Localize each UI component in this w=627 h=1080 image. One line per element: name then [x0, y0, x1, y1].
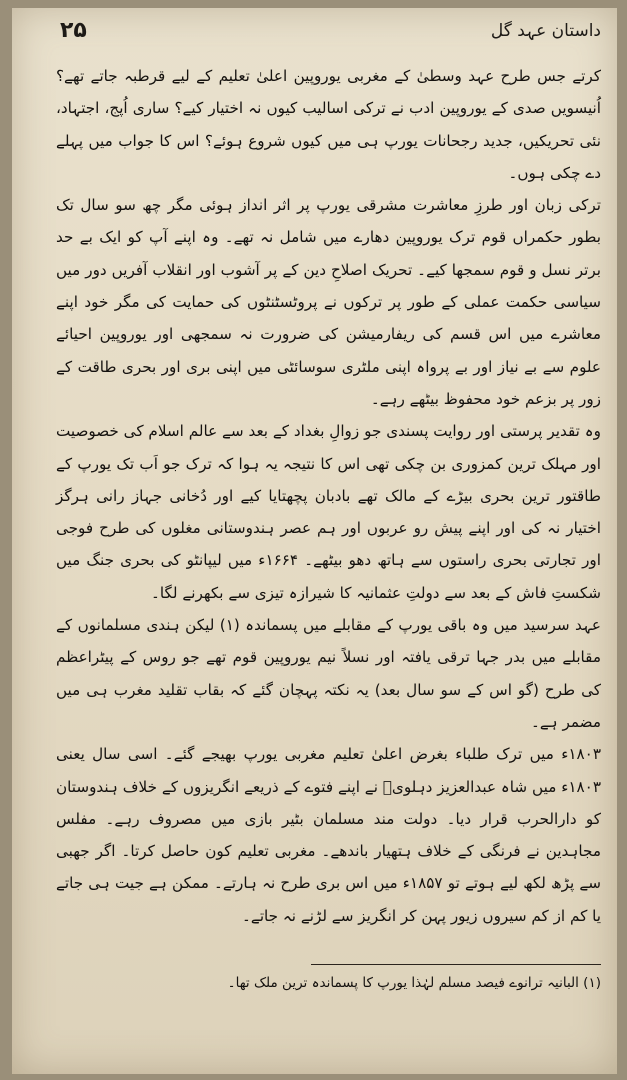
paragraph-2: ترکی زبان اور طرزِ معاشرت مشرقی یورپ پر اثر انداز ہوئی مگر چھ سو سال تک بطور حکمراں قوم ترک یوروپین دھارے میں شامل نہ تھے۔ وہ اپنے آپ کو ایک بے حد برتر نسل و قوم سمجھا کیے۔ تحریک اصلاحِ دین کے پر آشوب اور انقلاب آفریں دور میں سیاسی حکمت عملی کے طور پر ترکوں نے پروٹسٹنٹوں کی حمایت کی مگر خود اپنے معاشرے میں اس قسم کی ریفارمیشن کی ضرورت نہ سمجھی اور یوروپین احیائے علوم سے بے نیاز اور بے پرواہ اپنی ملٹری سوسائٹی میں اپنی بری اور بحری طاقت کے زور پر بزعم خود محفوظ بیٹھے رہے۔ [56, 196, 601, 408]
paragraph-5: ۱۸۰۳ء میں ترک طلباء بغرض اعلیٰ تعلیم مغربی یورپ بھیجے گئے۔ اسی سال یعنی ۱۸۰۳ء میں شاہ عبدالعزیز دہلویؒ نے اپنے فتوے کے ذریعے انگریزوں کے خلاف ہندوستان کو دارالحرب قرار دیا۔ دولت مند مسلمان بٹیر بازی میں مصروف رہے۔ مفلس مجاہدین نے فرنگی کے خلاف ہتھیار باندھے۔ مغربی تعلیم کون حاصل کرتا۔ اگر جھبی سے پڑھ لکھ لیے ہوتے تو ۱۸۵۷ء میں اس بری طرح نہ ہارتے۔ ممکن ہے جیت ہی جاتے یا کم از کم سیروں زیور پہن کر انگریز سے لڑنے نہ جاتے۔ [56, 745, 601, 925]
page-header [12, 18, 617, 54]
page-number: ۲۵ [60, 18, 87, 43]
footnote-divider [311, 964, 601, 965]
paragraph-1: کرتے جس طرح عہد وسطیٰ کے مغربی یوروپین اعلیٰ تعلیم کے لیے قرطبہ جاتے تھے؟ اُنیسویں صدی کے یوروپین ادب نے ترکی اسالیب کیوں نہ اختیار کیے؟ ساری اُپج، اجتہاد، نئی تحریکیں، جدید رجحانات یورپ ہی میں کیوں شروع ہوئے؟ اس کا جواب میں پہلے دے چکی ہوں۔ [56, 67, 601, 182]
paragraph-4: عہد سرسید میں وہ باقی یورپ کے مقابلے میں پسماندہ (۱) لیکن ہندی مسلمانوں کے مقابلے میں بدر جہا ترقی یافتہ اور نسلاً نیم یوروپین قوم تھے جو روس کے پیٹراعظم کی طرح (گو اس کے سو سال بعد) یہ نکتہ پہچان گئے کہ بقاب تقلید مغرب ہی میں مضمر ہے۔ [56, 616, 601, 731]
book-page [12, 8, 617, 1074]
paragraph-3: وہ تقدیر پرستی اور روایت پسندی جو زوالِ بغداد کے بعد سے عالم اسلام کی خصوصیت اور مہلک ترین کمزوری بن چکی تھی اس کا نتیجہ یہ ہوا کہ ترک جو اَب تک یورپ کے طاقتور ترین بحری بیڑے کے مالک تھے بادبان پچھتایا کیے اور دُخانی جہاز رانی ہرگز اختیار نہ کی اور اپنے پیش رو عربوں اور ہم عصر ہندوستانی مغلوں کی طرح فوجی اور تجارتی بحری راستوں سے ہاتھ دھو بیٹھے۔ ۱۶۶۴ء میں لیپانٹو کی بحری جنگ میں شکستِ فاش کے بعد سے دولتِ عثمانیہ کا شیرازہ تیزی سے بکھرنے لگا۔ [56, 422, 601, 602]
body-text [56, 60, 601, 932]
footnote: (۱) البانیہ ترانوے فیصد مسلم لہٰذا یورپ کا پسماندہ ترین ملک تھا۔ [227, 975, 601, 991]
running-title: داستان عہد گل [490, 21, 601, 41]
